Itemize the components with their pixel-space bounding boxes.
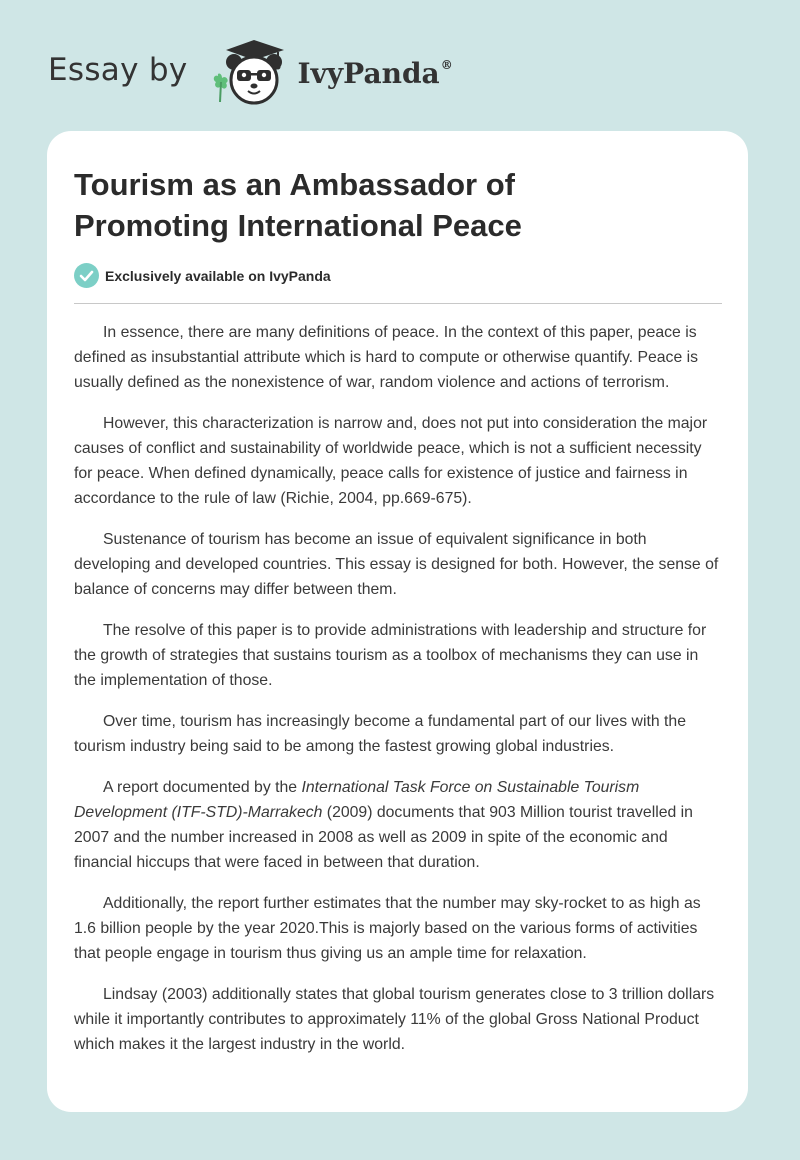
source-title: International Task Force on Sustainable Tourism Development (ITF-STD)-Marrakech (74, 779, 640, 821)
paragraph: Additionally, the report further estimates that the number may sky-rocket to as high as 1.6 billion people by the year 2020.This is majorly based on the various forms of activities that people engage in tourism thus giving us an ample time for relaxation. (74, 895, 701, 962)
paragraph: The resolve of this paper is to provide administrations with leadership and structure for the growth of strategies that sustains tourism as a toolbox of mechanisms they can use in the implementation of those. (74, 622, 707, 689)
registered-mark: ® (440, 57, 453, 72)
page-title: Tourism as an Ambassador of Promoting International Peace (74, 167, 522, 243)
check-circle-icon (74, 263, 99, 288)
brand-name[interactable]: IvyPanda® (297, 56, 453, 90)
paragraph: A report documented by the International Task Force on Sustainable Tourism Development (ITF-STD)-Marrakech (2009) documents that 903 Million tourist travelled in 2007 and the number increased in 2008 as well as 2009 in spite of the economic and financial hiccups that were faced in between that duration. (74, 779, 693, 871)
paragraph: Lindsay (2003) additionally states that global tourism generates close to 3 trillion dollars while it importantly contributes to approximately 11% of the global Gross National Product which makes it the largest industry in the world. (74, 986, 715, 1053)
paragraph: Over time, tourism has increasingly become a fundamental part of our lives with the tourism industry being said to be among the fastest growing global industries. (74, 713, 686, 755)
site-header (48, 36, 453, 108)
paragraph: Sustenance of tourism has become an issue of equivalent significance in both developing and developed countries. This essay is designed for both. However, the sense of balance of concerns may differ between them. (74, 531, 719, 598)
essay-body (74, 320, 722, 1073)
ivypanda-logo-icon[interactable] (204, 36, 294, 108)
paragraph: However, this characterization is narrow and, does not put into consideration the major causes of conflict and sustainability of worldwide peace, which is not a sufficient necessity for peace. When defined dynamically, peace calls for existence of justice and fairness in accordance to the rule of law (Richie, 2004, pp.669-675). (74, 415, 708, 507)
exclusive-badge-label: Exclusively available on IvyPanda (105, 267, 331, 284)
essay-card (47, 131, 748, 1112)
paragraph: In essence, there are many definitions of peace. In the context of this paper, peace is defined as insubstantial attribute which is hard to compute or otherwise quantify. Peace is usually defined as the nonexistence of war, random violence and actions of terrorism. (74, 324, 699, 391)
exclusive-badge (74, 263, 331, 288)
divider (74, 303, 722, 304)
essay-by-label: Essay by (48, 52, 188, 88)
